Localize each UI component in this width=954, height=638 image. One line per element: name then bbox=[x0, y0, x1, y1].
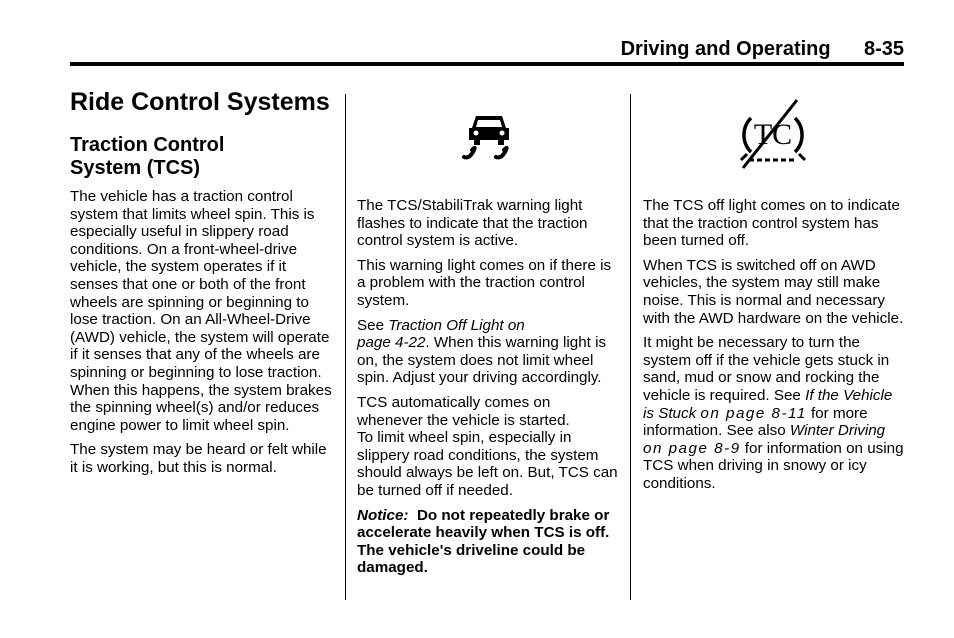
header-text bbox=[621, 38, 904, 61]
tcs-off-icon bbox=[737, 98, 809, 170]
cross-reference-title: Winter Driving bbox=[789, 422, 886, 440]
text-run: for more information. See also bbox=[643, 404, 868, 440]
notice-text: Do not repeatedly brake or accelerate heavily when TCS is off. The vehicle's driveline could be damaged. bbox=[357, 506, 610, 577]
notice bbox=[357, 507, 619, 577]
running-header bbox=[70, 38, 904, 62]
text-run: . When this warning light is on, the system does not limit wheel spin. Adjust your driving accordingly. bbox=[357, 334, 607, 387]
column-2 bbox=[357, 197, 619, 584]
column-divider-2 bbox=[630, 94, 631, 600]
header-section: Driving and Operating bbox=[620, 38, 831, 60]
text-run: It might be necessary to turn the system off if the vehicle gets stuck in sand, mud or snow and rocking the vehicle is required. See bbox=[643, 334, 890, 404]
header-page-number: 8-35 bbox=[863, 38, 904, 60]
paragraph bbox=[643, 334, 905, 492]
paragraph: This warning light comes on if there is a problem with the traction control system. bbox=[357, 256, 612, 309]
cross-reference-title: If the Vehicle is Stuck bbox=[643, 386, 893, 422]
text-run: for information on using TCS when driving in snowy or icy conditions. bbox=[643, 439, 904, 492]
column-divider-1 bbox=[345, 94, 346, 600]
cross-reference-title: Traction Off Light on bbox=[388, 316, 525, 334]
header-rule bbox=[70, 62, 904, 66]
section-heading-line1: Traction Control bbox=[70, 134, 225, 156]
column-1 bbox=[70, 134, 335, 484]
text-run: To limit wheel spin, especially in slippery road conditions, the system should always be left on. But, TCS can be turned off if needed. bbox=[357, 429, 618, 499]
paragraph bbox=[357, 317, 619, 387]
paragraph: When TCS is switched off on AWD vehicles, the system may still make noise. This is normal and necessary with the AWD hardware on the vehicle. bbox=[643, 256, 904, 327]
text-run: See bbox=[357, 316, 389, 334]
column-3 bbox=[643, 197, 905, 500]
paragraph bbox=[357, 394, 619, 500]
cross-reference-page: page 4-22 bbox=[357, 334, 426, 352]
notice-label: Notice: bbox=[357, 506, 409, 524]
cross-reference-page: on page 8-11 bbox=[700, 404, 807, 422]
paragraph: The TCS/StabiliTrak warning light flashes to indicate that the traction control system is active. bbox=[357, 197, 588, 250]
section-heading-line2: System (TCS) bbox=[70, 157, 201, 179]
page-title: Ride Control Systems bbox=[70, 88, 330, 116]
text-run: TCS automatically comes on whenever the vehicle is started. bbox=[357, 393, 570, 429]
tcs-icon-text: TC bbox=[753, 118, 793, 151]
paragraph: The system may be heard or felt while it is working, but this is normal. bbox=[70, 441, 327, 476]
section-heading bbox=[70, 134, 335, 180]
cross-reference-page: on page 8-9 bbox=[643, 439, 741, 457]
paragraph: The TCS off light comes on to indicate that the traction control system has been turned off. bbox=[643, 197, 900, 250]
traction-control-warning-icon bbox=[460, 112, 518, 162]
paragraph: The vehicle has a traction control system that limits wheel spin. This is especially useful in slippery road conditions. On a front-wheel-drive vehicle, the system operates if it senses that one or both of the front wheels are spinning or beginning to lose traction. On an All-Wheel-Drive (AWD) vehicle, the system will operate if it senses that any of the wheels are spinning or beginning to lose traction. When this happens, the system brakes the spinning wheel(s) and/or reduces engine power to limit wheel spin. bbox=[70, 188, 332, 434]
